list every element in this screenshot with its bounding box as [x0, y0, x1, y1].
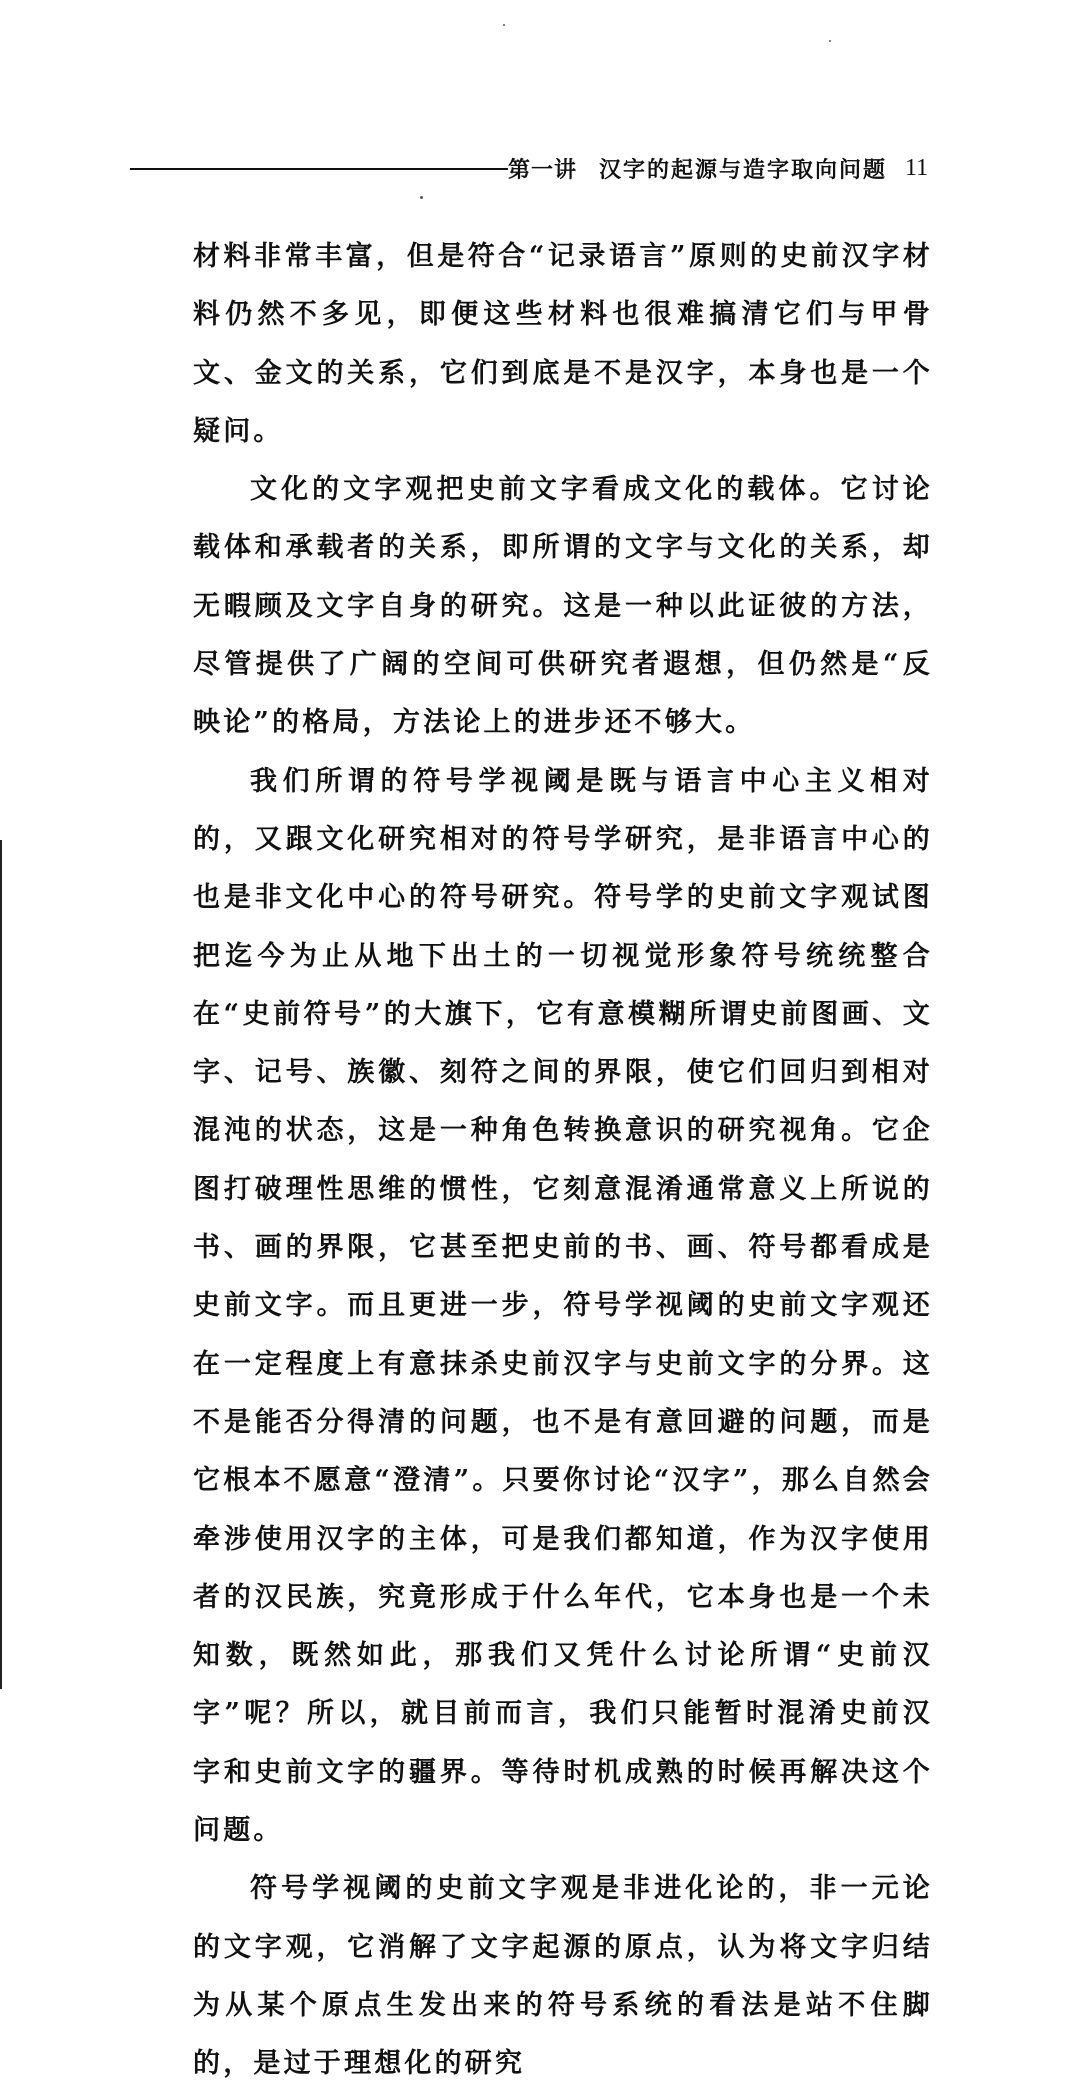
scan-speck	[420, 196, 423, 199]
scan-edge-shadow	[0, 840, 2, 1689]
scan-speck	[503, 24, 505, 26]
paragraph-4: 符号学视阈的史前文字观是非进化论的，非一元论的文字观，它消解了文字起源的原点，认为将文字归结为从某个原点生发出来的符号系统的看法是站不住脚的，是过于理想化的研究	[193, 1873, 933, 2080]
paragraph-3: 我们所谓的符号学视阈是既与语言中心主义相对的，又跟文化研究相对的符号学研究，是非语言中心的也是非文化中心的符号研究。符号学的史前文字观试图把迄今为止从地下出土的一切视觉形象符号统统整合在“史前符号”的大旗下，它有意模糊所谓史前图画、文字、记号、族徽、刻符之间的界限，使它们回归到相对混沌的状态，这是一种角色转换意识的研究视角。它企图打破理性思维的惯性，它刻意混淆通常意义上所说的书、画的界限，它甚至把史前的书、画、符号都看成是史前文字。而且更进一步，符号学视阈的史前文字观还在一定程度上有意抹杀史前汉字与史前文字的分界。这不是能否分得清的问题，也不是有意回避的问题，而是它根本不愿意“澄清”。只要你讨论“汉字”，那么自然会牵涉使用汉字的主体，可是我们都知道，作为汉字使用者的汉民族，究竟形成于什么年代，它本身也是一个未知数，既然如此，那我们又凭什么讨论所谓“史前汉字”呢？所以，就目前而言，我们只能暂时混淆史前汉字和史前文字的疆界。等待时机成熟的时候再解决这个问题。	[193, 765, 933, 1847]
body-text	[193, 228, 933, 2094]
paragraph-2: 文化的文字观把史前文字看成文化的载体。它讨论载体和承载者的关系，即所谓的文字与文化的关系，却无暇顾及文字自身的研究。这是一种以此证彼的方法，尽管提供了广阔的空间可供研究者遐想，但仍然是“反映论”的格局，方法论上的进步还不够大。	[193, 474, 933, 739]
header-title: 汉字的起源与造字取向问题	[599, 156, 888, 183]
running-header	[130, 148, 930, 188]
header-rule	[130, 168, 508, 170]
page-number: 11	[905, 154, 929, 181]
header-chapter: 第一讲	[508, 156, 578, 183]
scan-speck	[829, 40, 831, 42]
paragraph-1: 材料非常丰富，但是符合“记录语言”原则的史前汉字材料仍然不多见，即便这些材料也很难搞清它们与甲骨文、金文的关系，它们到底是不是汉字，本身也是一个疑问。	[193, 241, 933, 447]
